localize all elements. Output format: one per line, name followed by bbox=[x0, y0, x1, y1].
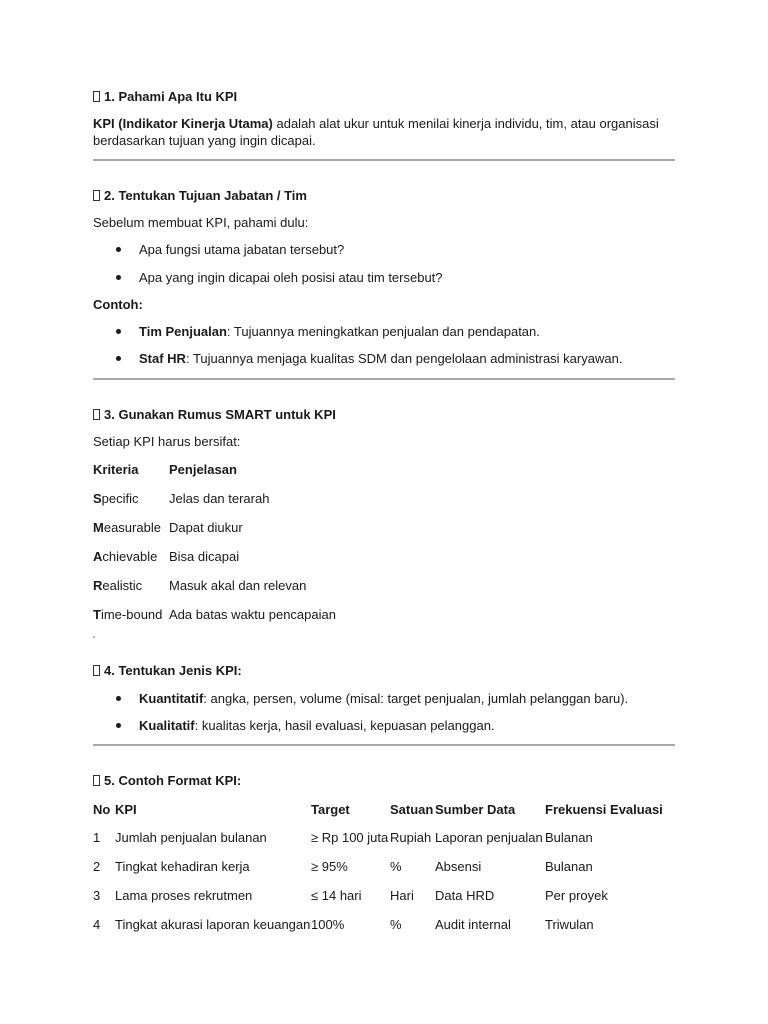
list-item bbox=[139, 691, 628, 708]
table-cell: % bbox=[390, 859, 402, 874]
table-cell: 1 bbox=[93, 830, 101, 845]
table-cell: Laporan penjualan bbox=[435, 830, 543, 845]
bullet-icon bbox=[115, 242, 123, 250]
bullet-icon bbox=[115, 324, 123, 332]
kpi-type-label: Kuantitatif bbox=[139, 691, 204, 706]
section-4-heading bbox=[93, 663, 242, 680]
kpi-type-label: Kualitatif bbox=[139, 718, 195, 733]
section-divider bbox=[93, 378, 675, 380]
table-header: Kriteria bbox=[93, 462, 139, 477]
table-cell: 2 bbox=[93, 859, 101, 874]
smart-description: Dapat diukur bbox=[169, 520, 243, 535]
table-cell: Bulanan bbox=[545, 859, 593, 874]
kpi-type-text: : angka, persen, volume (misal: target penjualan, jumlah pelanggan baru). bbox=[203, 691, 629, 706]
kpi-definition: adalah alat ukur untuk menilai kinerja individu, tim, atau organisasi bbox=[272, 116, 659, 131]
table-cell: Rupiah bbox=[390, 830, 432, 845]
smart-description: Masuk akal dan relevan bbox=[169, 578, 307, 593]
example-item-label: Staf HR bbox=[139, 351, 186, 366]
section-2-title: 2. Tentukan Tujuan Jabatan / Tim bbox=[104, 188, 307, 203]
smart-description: Jelas dan terarah bbox=[169, 491, 270, 506]
list-item bbox=[139, 718, 495, 735]
section-3-title: 3. Gunakan Rumus SMART untuk KPI bbox=[104, 407, 336, 422]
smart-description: Bisa dicapai bbox=[169, 549, 240, 564]
example-item-text: : Tujuannya menjaga kualitas SDM dan pengelolaan administrasi karyawan. bbox=[185, 351, 623, 366]
table-cell: Tingkat kehadiran kerja bbox=[115, 859, 250, 874]
table-cell: Triwulan bbox=[545, 917, 594, 932]
list-item: Apa yang ingin dicapai oleh posisi atau tim tersebut? bbox=[139, 270, 443, 285]
missing-glyph-icon bbox=[93, 91, 100, 102]
kpi-definition-cont: berdasarkan tujuan yang ingin dicapai. bbox=[93, 133, 316, 148]
bullet-icon bbox=[115, 691, 123, 699]
missing-glyph-icon bbox=[93, 775, 100, 786]
section-2-heading bbox=[93, 188, 307, 205]
table-header: Frekuensi Evaluasi bbox=[545, 802, 663, 817]
smart-criterion: Time-bound bbox=[93, 607, 163, 622]
kpi-type-text: : kualitas kerja, hasil evaluasi, kepuasan pelanggan. bbox=[194, 718, 495, 733]
table-cell: ≤ 14 hari bbox=[311, 888, 362, 903]
bullet-icon bbox=[115, 718, 123, 726]
smart-criterion: Specific bbox=[93, 491, 139, 506]
section-4-title: 4. Tentukan Jenis KPI: bbox=[104, 663, 242, 678]
kpi-term: KPI (Indikator Kinerja Utama) bbox=[93, 116, 273, 131]
section-1-paragraph bbox=[93, 115, 676, 149]
section-1-heading bbox=[93, 89, 237, 106]
table-cell: Hari bbox=[390, 888, 414, 903]
section-2-intro: Sebelum membuat KPI, pahami dulu: bbox=[93, 215, 309, 230]
table-cell: Lama proses rekrutmen bbox=[115, 888, 253, 903]
table-cell: Per proyek bbox=[545, 888, 608, 903]
smart-description: Ada batas waktu pencapaian bbox=[169, 607, 336, 622]
table-header: Sumber Data bbox=[435, 802, 516, 817]
table-cell: Bulanan bbox=[545, 830, 593, 845]
table-cell: Audit internal bbox=[435, 917, 511, 932]
table-cell: Jumlah penjualan bulanan bbox=[115, 830, 267, 845]
list-item bbox=[139, 324, 540, 341]
example-item-label: Tim Penjualan bbox=[139, 324, 227, 339]
table-header: No bbox=[93, 802, 111, 817]
missing-glyph-icon bbox=[93, 190, 100, 201]
section-divider bbox=[93, 159, 675, 161]
smart-criterion: Measurable bbox=[93, 520, 161, 535]
bullet-icon bbox=[115, 351, 123, 359]
missing-glyph-icon bbox=[93, 665, 100, 676]
list-item bbox=[139, 351, 622, 368]
missing-glyph-icon bbox=[93, 409, 100, 420]
table-header: Target bbox=[311, 802, 350, 817]
table-cell: 4 bbox=[93, 917, 101, 932]
smart-criterion: Achievable bbox=[93, 549, 158, 564]
table-header: Satuan bbox=[390, 802, 434, 817]
example-item-text: : Tujuannya meningkatkan penjualan dan pendapatan. bbox=[226, 324, 540, 339]
table-cell: ≥ Rp 100 juta bbox=[311, 830, 389, 845]
example-label: Contoh: bbox=[93, 297, 143, 312]
section-5-title: 5. Contoh Format KPI: bbox=[104, 773, 242, 788]
table-header: KPI bbox=[115, 802, 137, 817]
section-3-heading bbox=[93, 407, 336, 424]
section-5-heading bbox=[93, 773, 241, 790]
table-header: Penjelasan bbox=[169, 462, 237, 477]
smart-criterion: Realistic bbox=[93, 578, 143, 593]
table-cell: Tingkat akurasi laporan keuangan bbox=[115, 917, 311, 932]
divider-mark bbox=[93, 636, 95, 638]
list-item: Apa fungsi utama jabatan tersebut? bbox=[139, 242, 345, 257]
table-cell: Data HRD bbox=[435, 888, 495, 903]
bullet-icon bbox=[115, 270, 123, 278]
table-cell: ≥ 95% bbox=[311, 859, 348, 874]
table-cell: % bbox=[390, 917, 402, 932]
table-cell: Absensi bbox=[435, 859, 482, 874]
table-cell: 3 bbox=[93, 888, 101, 903]
section-1-title: 1. Pahami Apa Itu KPI bbox=[104, 89, 238, 104]
table-cell: 100% bbox=[311, 917, 345, 932]
section-3-intro: Setiap KPI harus bersifat: bbox=[93, 434, 241, 449]
section-divider bbox=[93, 744, 675, 746]
